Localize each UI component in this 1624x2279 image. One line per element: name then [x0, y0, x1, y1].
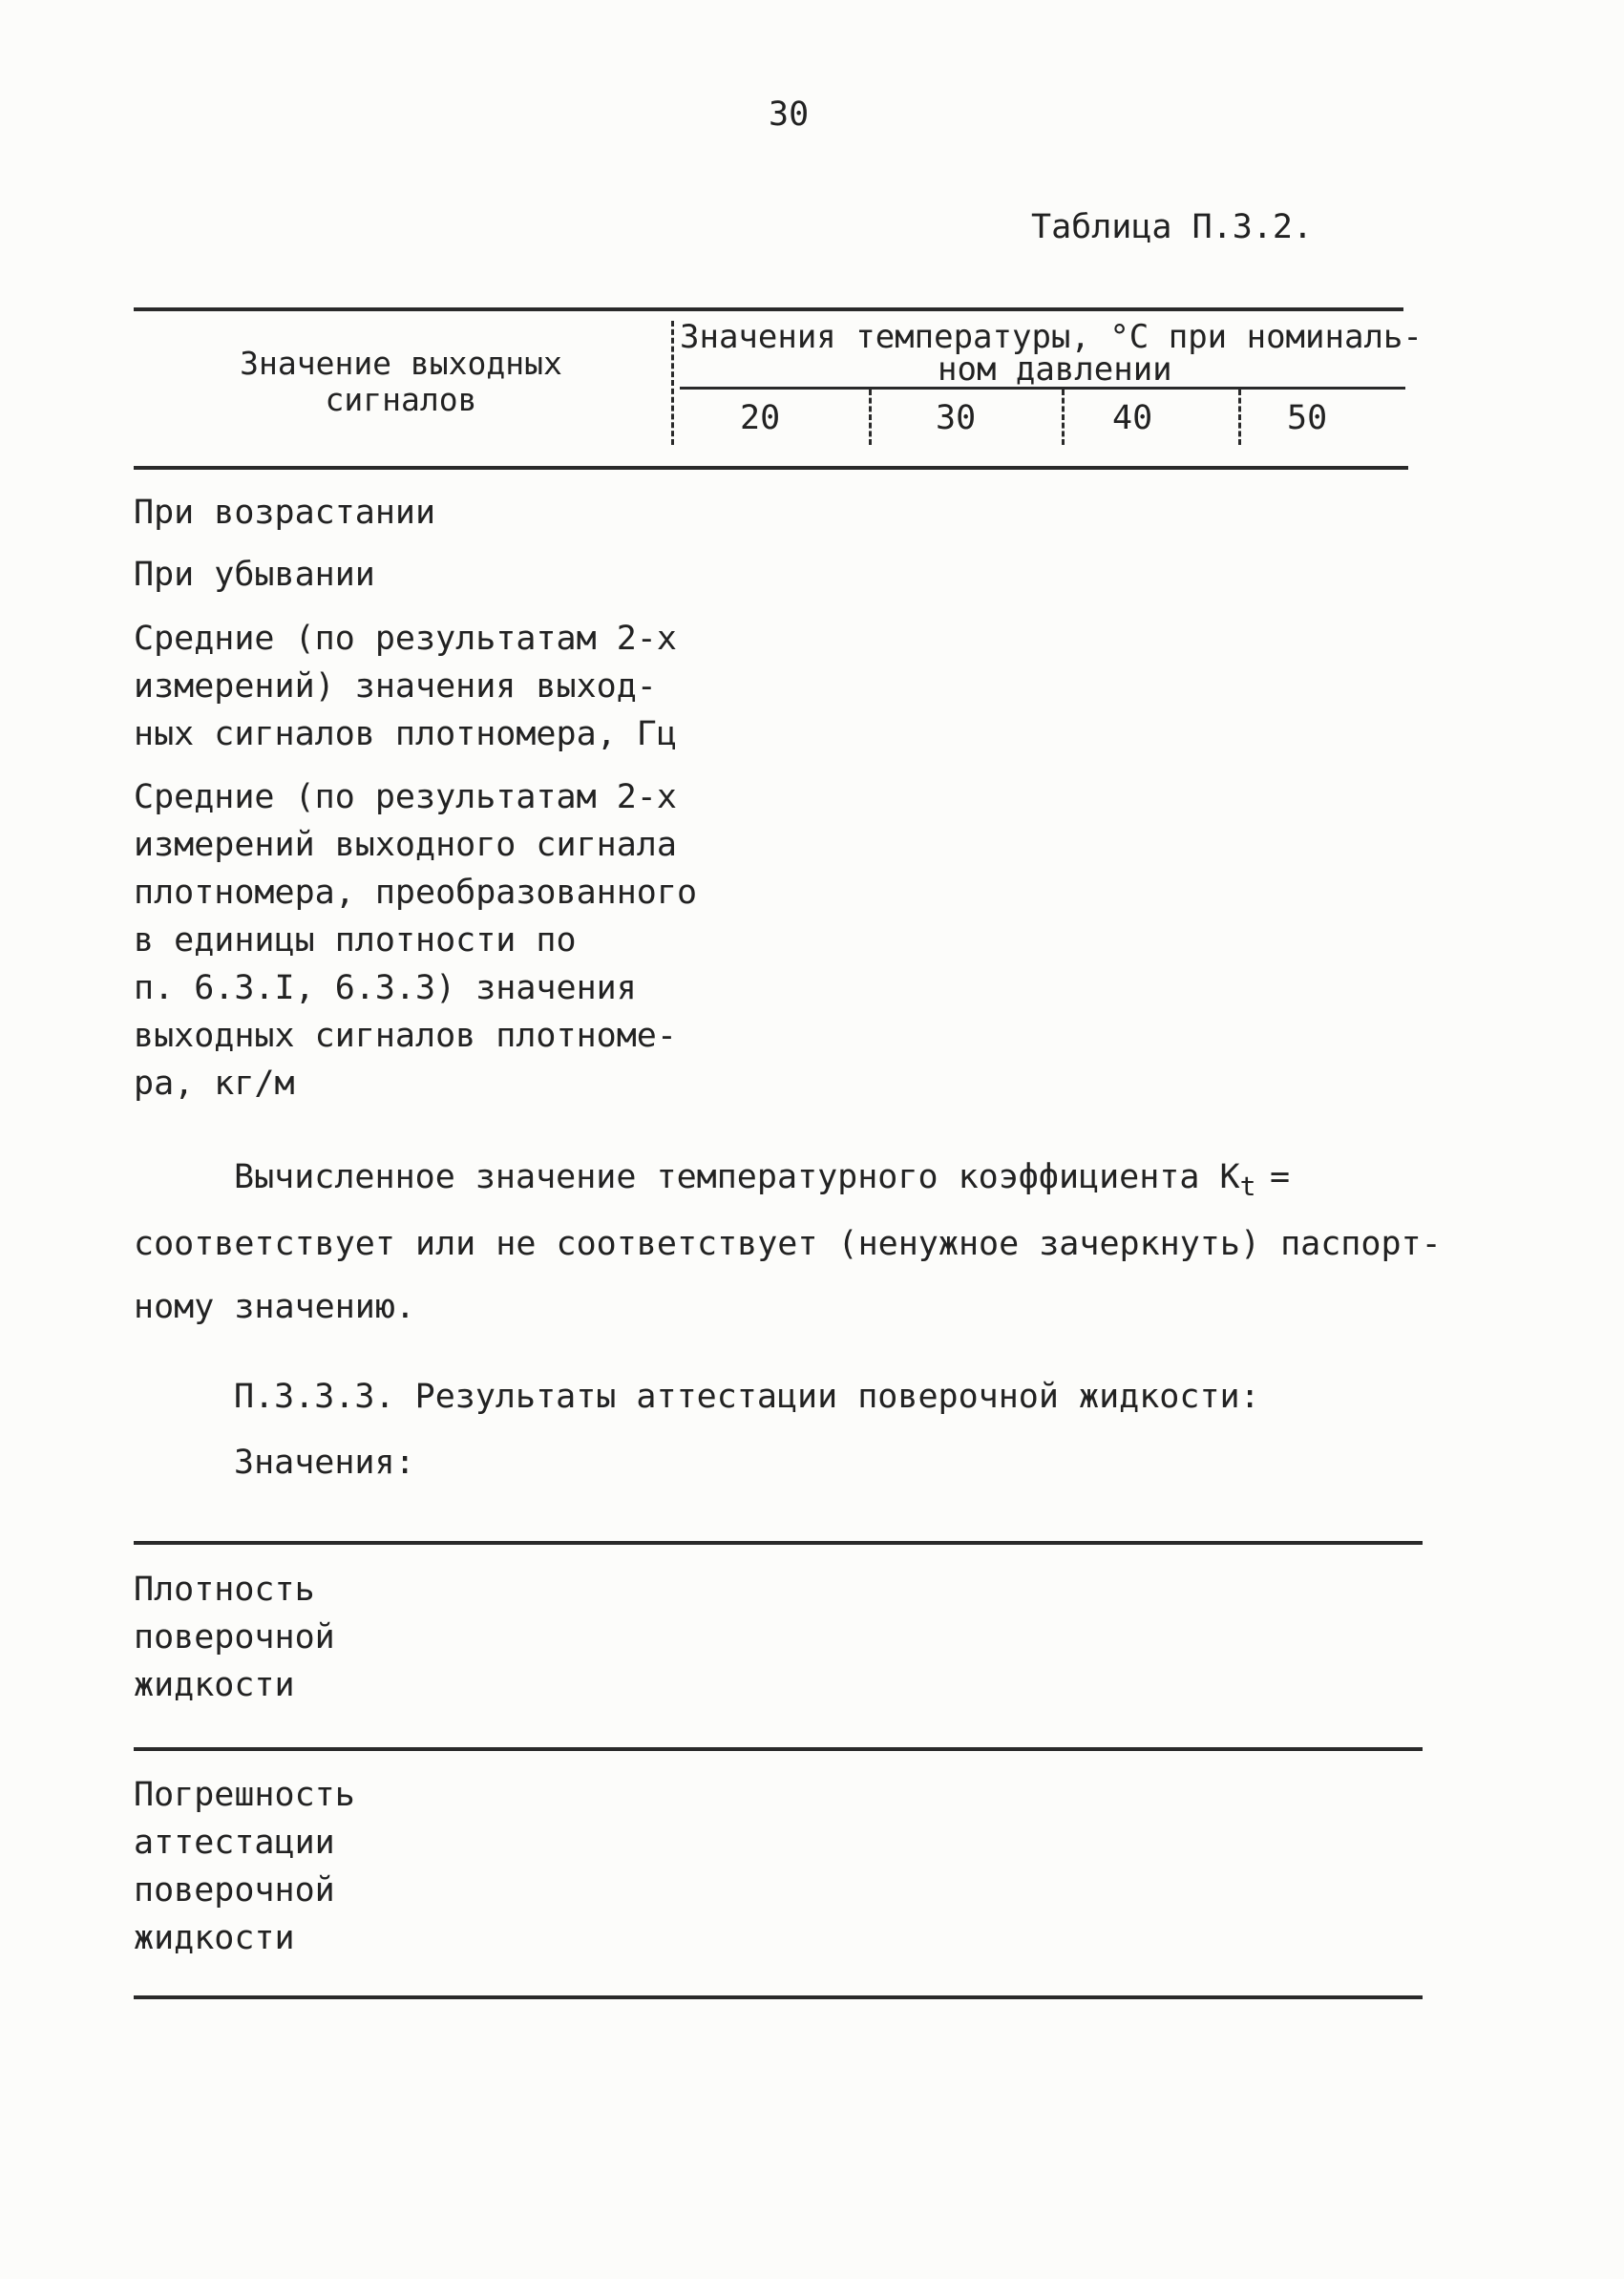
section-heading: П.3.3.3. Результаты аттестации поверочной жидкости: — [234, 1378, 1260, 1416]
row-label-liquid-density — [134, 1566, 335, 1709]
row-label-average-density — [134, 773, 697, 1108]
t2-row1-line3: жидкости — [134, 1666, 295, 1704]
temp-separator-3 — [1238, 390, 1241, 445]
values-label: Значения: — [234, 1444, 415, 1482]
row-header — [134, 346, 668, 418]
temp-separator-1 — [869, 390, 872, 445]
row4-line4: в единицы плотности по — [134, 921, 577, 960]
table-header-bottom-rule — [134, 466, 1408, 470]
paragraph-equals: = — [1270, 1158, 1291, 1196]
t2-row2-line4: жидкости — [134, 1919, 295, 1957]
temp-cell-40: 40 — [1112, 399, 1153, 437]
paragraph-line2: соответствует или не соответствует (ненужное зачеркнуть) паспорт- — [134, 1225, 1442, 1263]
column-group-line1: Значения температуры, °С при номиналь- — [680, 318, 1423, 356]
row3-line1: Средние (по результатам 2-х — [134, 620, 677, 658]
paragraph-line1 — [234, 1158, 1255, 1202]
table-top-rule — [134, 307, 1403, 311]
temp-cell-50: 50 — [1287, 399, 1328, 437]
row3-line3: ных сигналов плотномера, Гц — [134, 715, 677, 753]
row-header-line1: Значение выходных — [240, 345, 562, 382]
page-number: 30 — [769, 95, 810, 134]
column-separator — [671, 321, 674, 445]
row4-line7: ра, кг/м — [134, 1065, 295, 1103]
table-caption: Таблица П.3.2. — [1031, 208, 1314, 246]
paragraph-line3: ному значению. — [134, 1288, 416, 1326]
row-label-average-frequency — [134, 615, 677, 758]
row-header-line2: сигналов — [325, 380, 477, 418]
row-label-decrease: При убывании — [134, 556, 375, 594]
temp-separator-2 — [1062, 390, 1065, 445]
row4-line3: плотномера, преобразованного — [134, 874, 698, 912]
row4-line6: выходных сигналов плотноме- — [134, 1017, 677, 1055]
header-sub-rule — [680, 387, 1405, 390]
table2-bottom-rule — [134, 1995, 1423, 1999]
t2-row2-line3: поверочной — [134, 1871, 335, 1910]
paragraph-text-1: Вычисленное значение температурного коэффициента К — [234, 1158, 1240, 1196]
column-group-header-line2: ном давлении — [938, 350, 1172, 389]
coefficient-subscript: t — [1239, 1171, 1256, 1202]
row-label-certification-error — [134, 1771, 355, 1962]
temp-cell-20: 20 — [740, 399, 781, 437]
row4-line5: п. 6.3.I, 6.3.3) значения — [134, 969, 637, 1007]
row4-line2: измерений выходного сигнала — [134, 826, 677, 864]
t2-row1-line2: поверочной — [134, 1618, 335, 1656]
row-label-increase: При возрастании — [134, 494, 436, 532]
t2-row2-line2: аттестации — [134, 1824, 335, 1862]
t2-row2-line1: Погрешность — [134, 1776, 355, 1814]
table2-top-rule — [134, 1541, 1423, 1545]
row3-line2: измерений) значения выход- — [134, 667, 657, 706]
temp-cell-30: 30 — [936, 399, 977, 437]
row4-line1: Средние (по результатам 2-х — [134, 778, 677, 816]
t2-row1-line1: Плотность — [134, 1571, 315, 1609]
table2-middle-rule — [134, 1747, 1423, 1751]
